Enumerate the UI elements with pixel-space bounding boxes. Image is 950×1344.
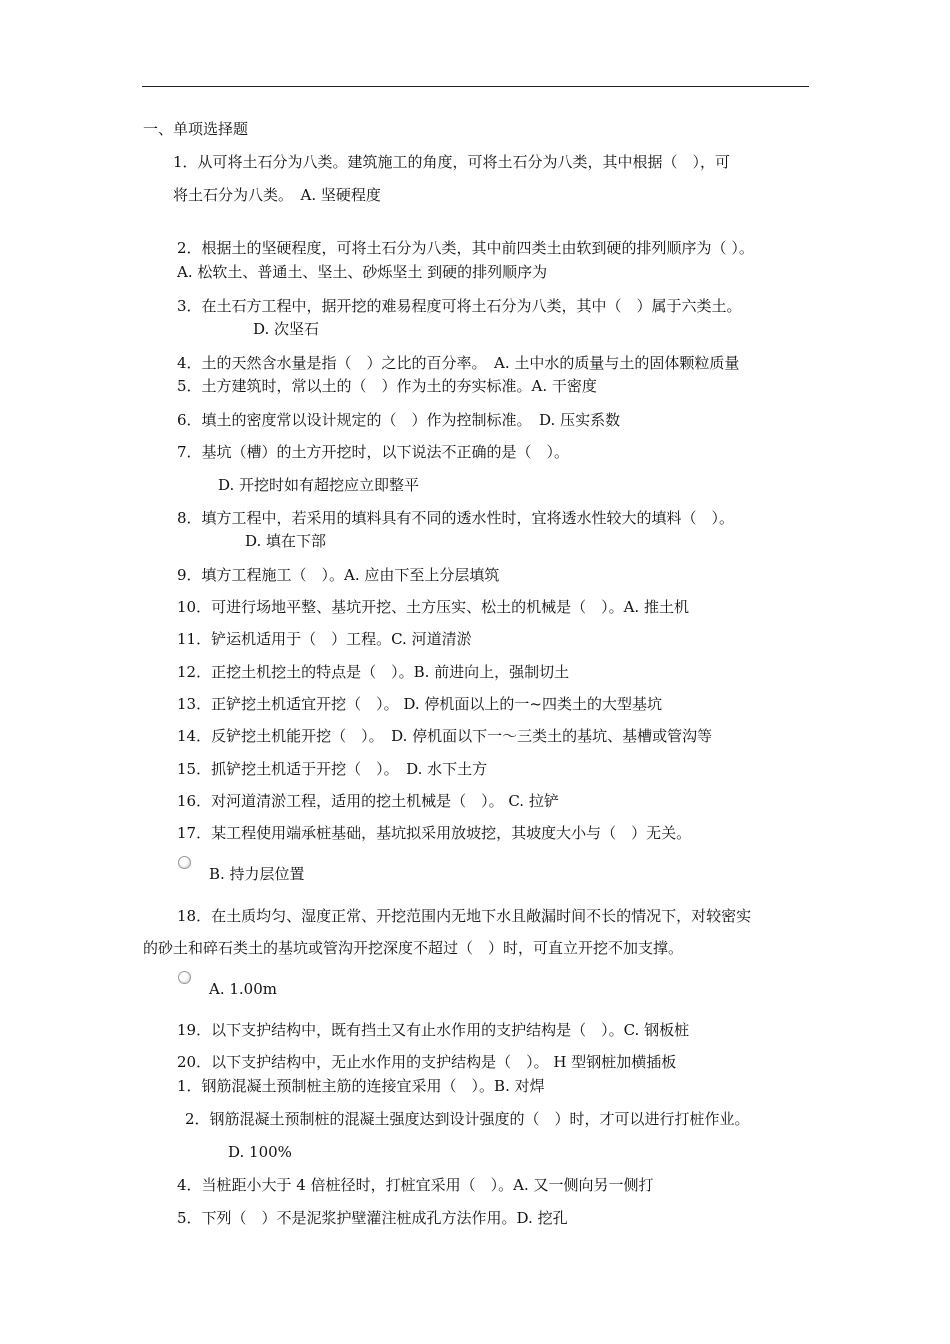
question-12: 12．正挖土机挖土的特点是（ ）。B. 前进向上，强制切土 (177, 663, 570, 681)
question-20: 20．以下支护结构中，无止水作用的支护结构是（ ）。 H 型钢桩加横插板 (177, 1053, 677, 1071)
question-8: 8．填方工程中，若采用的填料具有不同的透水性时，宜将透水性较大的填料（ ）。 (177, 509, 735, 527)
question-17: 17．某工程使用端承桩基础，基坑拟采用放坡挖，其坡度大小与（ ）无关。 (177, 824, 692, 842)
pile-question-1: 1．钢筋混凝土预制桩主筋的连接宜采用（ ）。B. 对焊 (177, 1077, 545, 1095)
question-1-line-1: 1．从可将土石分为八类。建筑施工的角度，可将土石分为八类，其中根据（ ），可 (173, 153, 731, 171)
question-6: 6．填土的密度常以设计规定的（ ）作为控制标准。 D. 压实系数 (177, 411, 621, 429)
question-5: 5．土方建筑时，常以土的（ ）作为土的夯实标准。A. 干密度 (177, 377, 597, 395)
question-11: 11．铲运机适用于（ ）工程。C. 河道清淤 (177, 630, 472, 648)
question-16: 16．对河道清淤工程，适用的挖土机械是（ ）。 C. 拉铲 (177, 792, 559, 810)
question-4: 4．土的天然含水量是指（ ）之比的百分率。 A. 土中水的质量与土的固体颗粒质量 (177, 354, 740, 372)
question-13: 13．正铲挖土机适宜开挖（ ）。 D. 停机面以上的一~四类土的大型基坑 (177, 695, 662, 713)
question-17-answer: B. 持力层位置 (209, 865, 305, 883)
question-15: 15．抓铲挖土机适于开挖（ ）。 D. 水下土方 (177, 760, 488, 778)
pile-question-2-answer: D. 100% (228, 1143, 292, 1161)
question-3-answer: D. 次坚石 (253, 320, 320, 338)
question-7-answer: D. 开挖时如有超挖应立即整平 (218, 476, 420, 494)
pile-question-2: 2．钢筋混凝土预制桩的混凝土强度达到设计强度的（ ）时，才可以进行打桩作业。 (185, 1110, 750, 1128)
question-2-answer: A. 松软土、普通土、坚土、砂烁坚土 到硬的排列顺序为 (177, 263, 548, 281)
radio-option-icon[interactable] (178, 971, 191, 984)
question-19: 19．以下支护结构中，既有挡土又有止水作用的支护结构是（ ）。C. 钢板桩 (177, 1021, 690, 1039)
question-14: 14．反铲挖土机能开挖（ ）。 D. 停机面以下一～三类土的基坑、基槽或管沟等 (177, 727, 713, 745)
radio-option-icon[interactable] (178, 856, 191, 869)
question-7: 7．基坑（槽）的土方开挖时，以下说法不正确的是（ ）。 (177, 443, 570, 461)
question-8-answer: D. 填在下部 (245, 532, 327, 550)
header-rule (142, 86, 809, 87)
question-1-line-2: 将土石分为八类。 A. 坚硬程度 (173, 186, 381, 204)
question-10: 10．可进行场地平整、基坑开挖、土方压实、松土的机械是（ ）。A. 推土机 (177, 598, 689, 616)
section-heading: 一、单项选择题 (143, 120, 249, 138)
question-2-line-1: 2．根据土的坚硬程度，可将土石分为八类，其中前四类土由软到硬的排列顺序为（ ）。 (177, 239, 754, 257)
pile-question-5: 5．下列（ ）不是泥浆护壁灌注桩成孔方法作用。D. 挖孔 (177, 1209, 568, 1227)
question-18-line-2: 的砂土和碎石类土的基坑或管沟开挖深度不超过（ ）时，可直立开挖不加支撑。 (143, 939, 684, 957)
question-3-line-1: 3．在土石方工程中，据开挖的难易程度可将土石分为八类，其中（ ）属于六类土。 (177, 297, 742, 315)
question-18-line-1: 18．在土质均匀、湿度正常、开挖范围内无地下水且敞漏时间不长的情况下，对较密实 (177, 907, 752, 925)
question-18-answer: A. 1.00m (209, 980, 277, 998)
question-9: 9．填方工程施工（ ）。A. 应由下至上分层填筑 (177, 566, 500, 584)
pile-question-4: 4．当桩距小大于 4 倍桩径时，打桩宜采用（ ）。A. 又一侧向另一侧打 (177, 1176, 654, 1194)
